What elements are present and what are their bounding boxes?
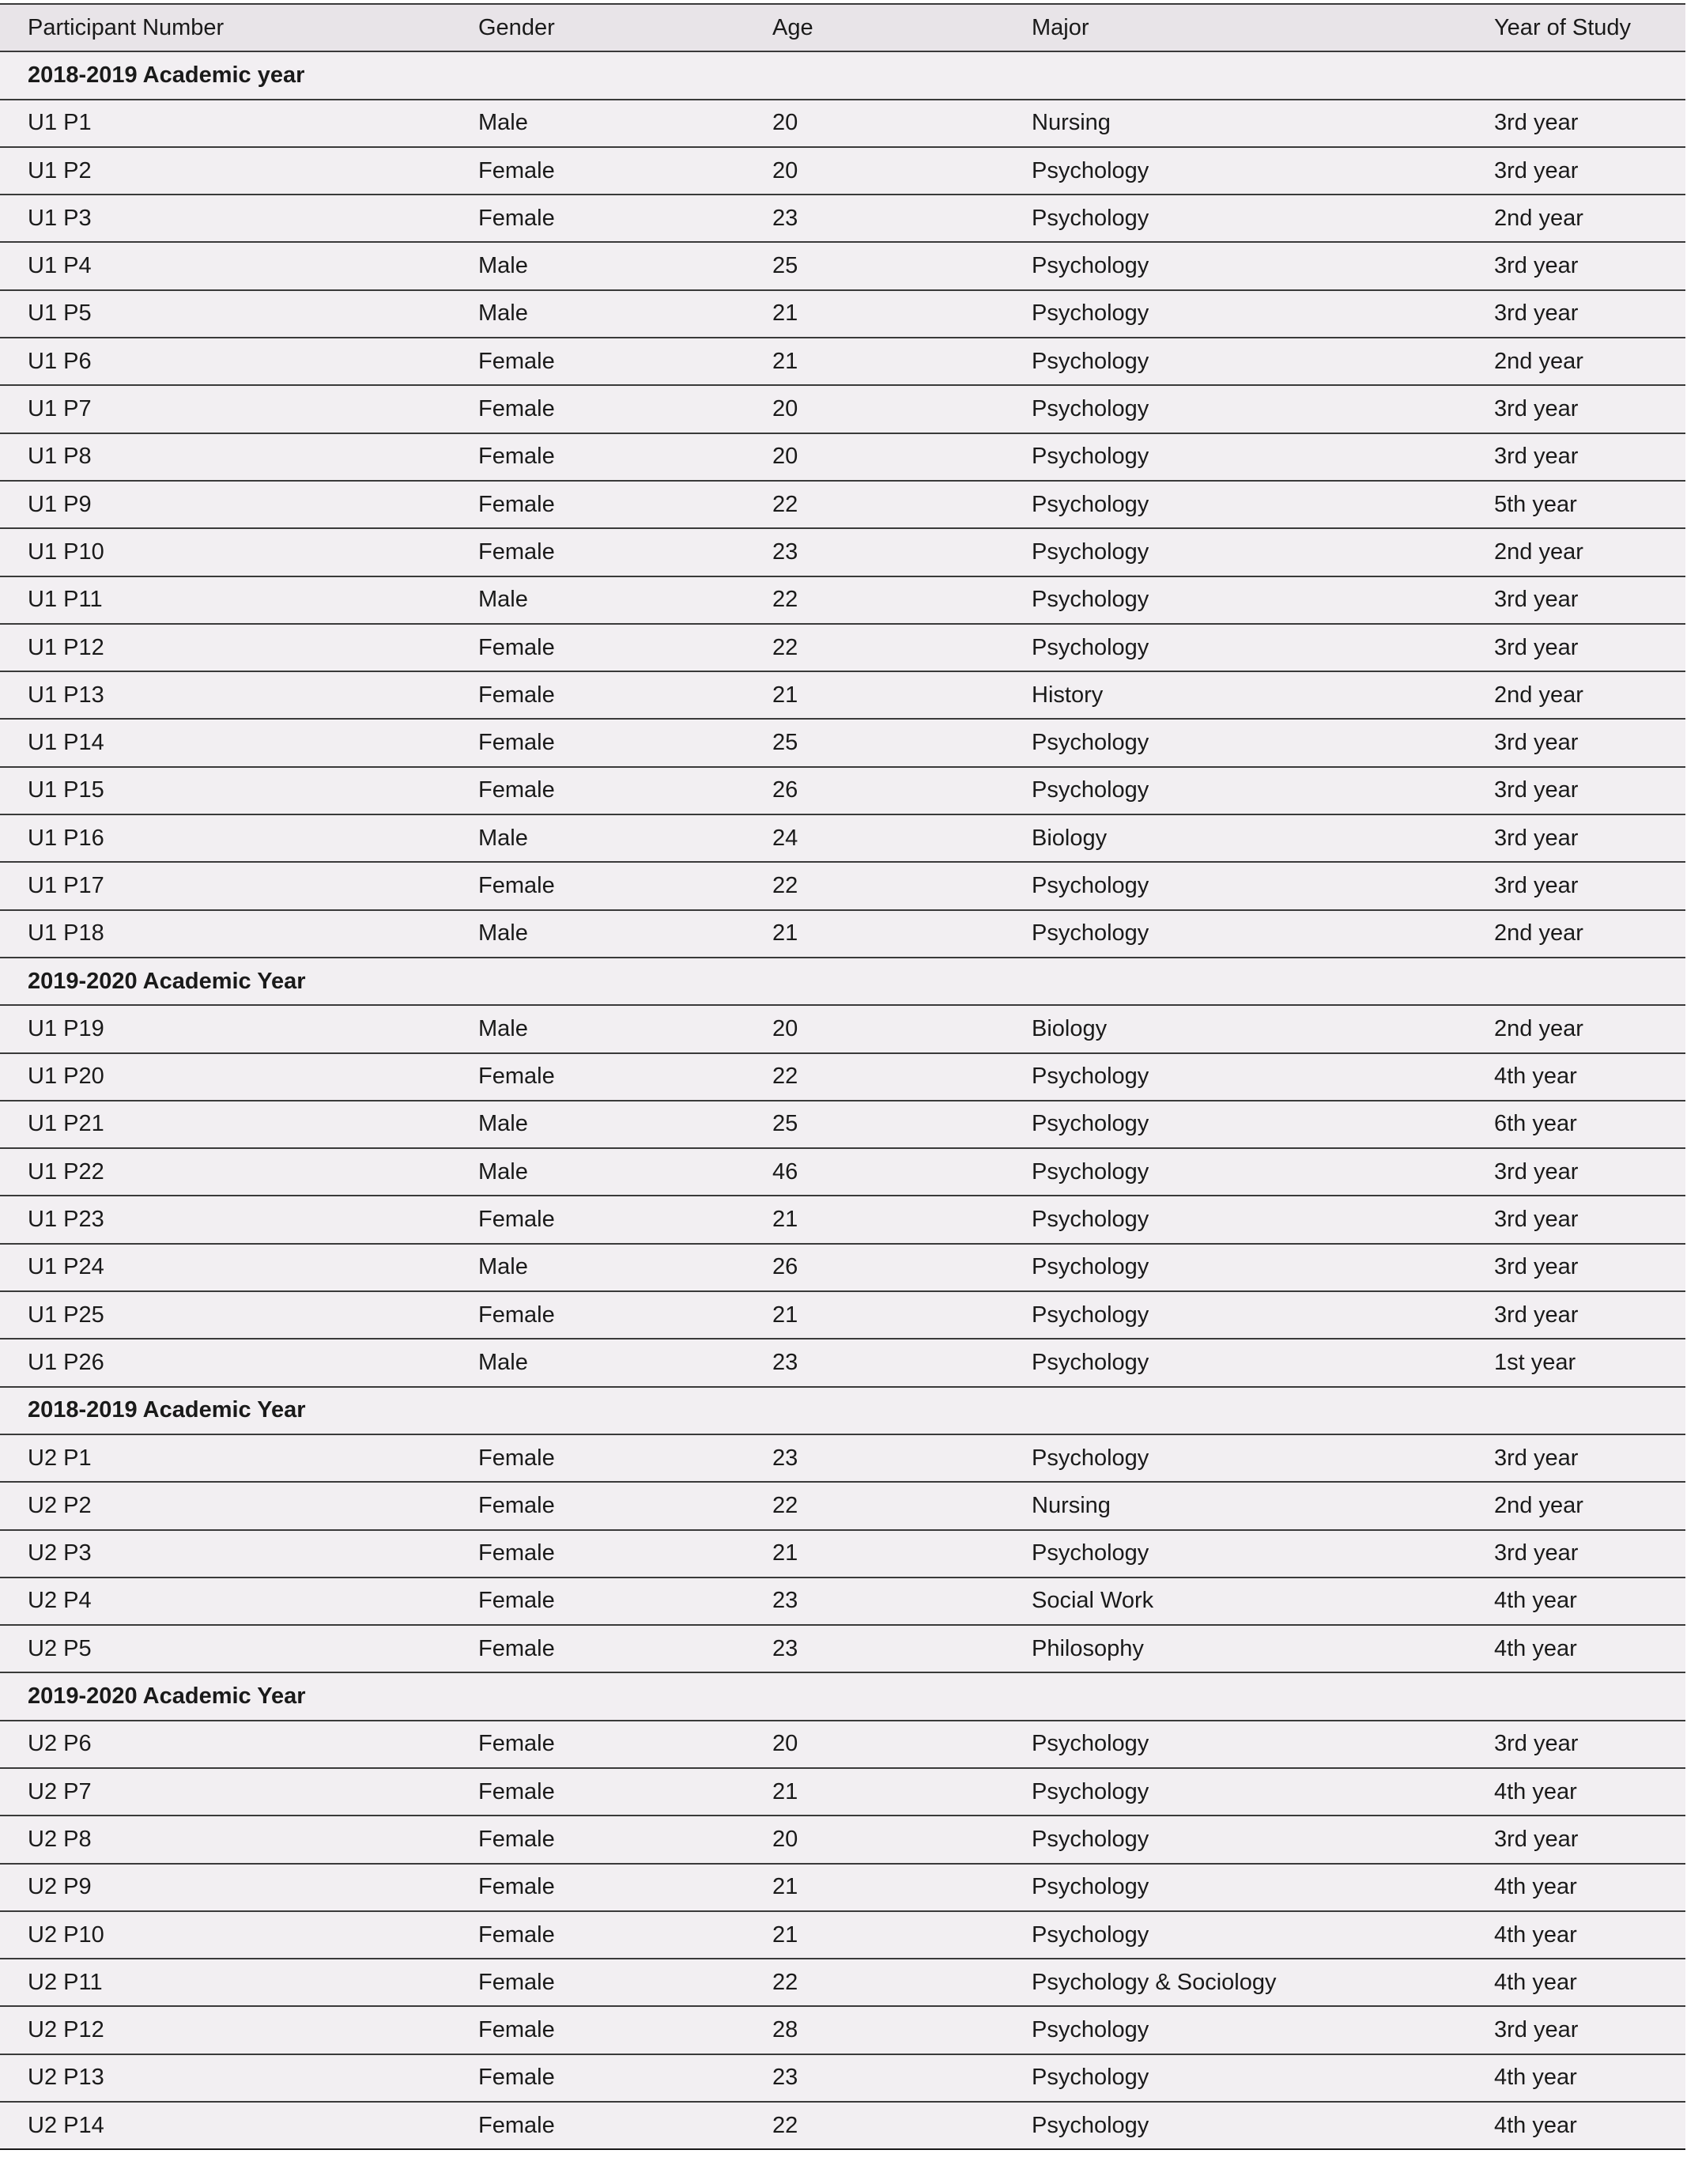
participant-number-cell: U1 P1 bbox=[0, 100, 451, 147]
age-cell: 25 bbox=[745, 719, 1004, 766]
participant-number-cell: U1 P19 bbox=[0, 1005, 451, 1052]
gender-cell: Female bbox=[451, 1816, 745, 1863]
table-row bbox=[0, 1148, 1685, 1196]
table-row bbox=[0, 1625, 1685, 1672]
participant-number-cell: U2 P5 bbox=[0, 1625, 451, 1672]
major-cell: History bbox=[1004, 671, 1466, 719]
section-label: 2019-2020 Academic Year bbox=[0, 1672, 1685, 1720]
participant-number-cell: U2 P6 bbox=[0, 1721, 451, 1768]
year-of-study-cell: 3rd year bbox=[1466, 1530, 1685, 1578]
age-cell: 21 bbox=[745, 1291, 1004, 1339]
age-cell: 21 bbox=[745, 290, 1004, 338]
participant-table-container bbox=[0, 3, 1685, 2150]
gender-cell: Male bbox=[451, 242, 745, 289]
section-label: 2019-2020 Academic Year bbox=[0, 958, 1685, 1005]
year-of-study-cell: 3rd year bbox=[1466, 100, 1685, 147]
major-cell: Social Work bbox=[1004, 1578, 1466, 1625]
age-cell: 22 bbox=[745, 862, 1004, 909]
table-row bbox=[0, 1911, 1685, 1959]
participant-number-cell: U1 P9 bbox=[0, 481, 451, 528]
gender-cell: Female bbox=[451, 481, 745, 528]
year-of-study-cell: 2nd year bbox=[1466, 528, 1685, 576]
gender-cell: Male bbox=[451, 814, 745, 862]
participant-number-cell: U1 P8 bbox=[0, 433, 451, 481]
major-cell: Psychology bbox=[1004, 1101, 1466, 1148]
gender-cell: Female bbox=[451, 385, 745, 433]
gender-cell: Female bbox=[451, 624, 745, 671]
year-of-study-cell: 3rd year bbox=[1466, 1816, 1685, 1863]
gender-cell: Female bbox=[451, 2054, 745, 2102]
gender-cell: Female bbox=[451, 147, 745, 195]
participant-number-cell: U1 P13 bbox=[0, 671, 451, 719]
section-row bbox=[0, 958, 1685, 1005]
table-row bbox=[0, 576, 1685, 624]
header-gender: Gender bbox=[451, 4, 745, 51]
table-row bbox=[0, 719, 1685, 766]
age-cell: 25 bbox=[745, 242, 1004, 289]
table-row bbox=[0, 100, 1685, 147]
year-of-study-cell: 3rd year bbox=[1466, 1434, 1685, 1482]
gender-cell: Male bbox=[451, 1101, 745, 1148]
table-row bbox=[0, 2006, 1685, 2054]
participant-number-cell: U1 P6 bbox=[0, 338, 451, 385]
gender-cell: Female bbox=[451, 338, 745, 385]
participant-number-cell: U1 P17 bbox=[0, 862, 451, 909]
age-cell: 22 bbox=[745, 1959, 1004, 2006]
major-cell: Psychology bbox=[1004, 910, 1466, 958]
gender-cell: Female bbox=[451, 671, 745, 719]
table-row bbox=[0, 1101, 1685, 1148]
gender-cell: Female bbox=[451, 1911, 745, 1959]
age-cell: 21 bbox=[745, 338, 1004, 385]
table-row bbox=[0, 1005, 1685, 1052]
gender-cell: Female bbox=[451, 1625, 745, 1672]
year-of-study-cell: 4th year bbox=[1466, 1911, 1685, 1959]
age-cell: 23 bbox=[745, 2054, 1004, 2102]
year-of-study-cell: 4th year bbox=[1466, 1625, 1685, 1672]
header-major: Major bbox=[1004, 4, 1466, 51]
gender-cell: Female bbox=[451, 2102, 745, 2149]
year-of-study-cell: 2nd year bbox=[1466, 671, 1685, 719]
major-cell: Psychology bbox=[1004, 719, 1466, 766]
age-cell: 21 bbox=[745, 1768, 1004, 1816]
major-cell: Psychology bbox=[1004, 242, 1466, 289]
major-cell: Nursing bbox=[1004, 1482, 1466, 1529]
participant-number-cell: U1 P18 bbox=[0, 910, 451, 958]
participant-number-cell: U1 P14 bbox=[0, 719, 451, 766]
gender-cell: Male bbox=[451, 1244, 745, 1291]
gender-cell: Female bbox=[451, 1530, 745, 1578]
table-row bbox=[0, 385, 1685, 433]
table-row bbox=[0, 1530, 1685, 1578]
year-of-study-cell: 2nd year bbox=[1466, 338, 1685, 385]
age-cell: 26 bbox=[745, 767, 1004, 814]
participant-number-cell: U2 P14 bbox=[0, 2102, 451, 2149]
participant-number-cell: U2 P2 bbox=[0, 1482, 451, 1529]
gender-cell: Female bbox=[451, 195, 745, 242]
age-cell: 21 bbox=[745, 1530, 1004, 1578]
major-cell: Psychology bbox=[1004, 1244, 1466, 1291]
year-of-study-cell: 2nd year bbox=[1466, 1005, 1685, 1052]
participant-number-cell: U1 P23 bbox=[0, 1196, 451, 1243]
major-cell: Psychology bbox=[1004, 528, 1466, 576]
participant-number-cell: U2 P1 bbox=[0, 1434, 451, 1482]
age-cell: 20 bbox=[745, 1005, 1004, 1052]
major-cell: Psychology bbox=[1004, 1816, 1466, 1863]
table-row bbox=[0, 195, 1685, 242]
section-row bbox=[0, 51, 1685, 99]
gender-cell: Male bbox=[451, 290, 745, 338]
age-cell: 46 bbox=[745, 1148, 1004, 1196]
participant-table bbox=[0, 3, 1685, 2150]
year-of-study-cell: 2nd year bbox=[1466, 1482, 1685, 1529]
gender-cell: Female bbox=[451, 1434, 745, 1482]
age-cell: 20 bbox=[745, 1816, 1004, 1863]
age-cell: 20 bbox=[745, 100, 1004, 147]
header-age: Age bbox=[745, 4, 1004, 51]
year-of-study-cell: 3rd year bbox=[1466, 385, 1685, 433]
gender-cell: Female bbox=[451, 1768, 745, 1816]
year-of-study-cell: 1st year bbox=[1466, 1339, 1685, 1386]
table-row bbox=[0, 338, 1685, 385]
year-of-study-cell: 4th year bbox=[1466, 1768, 1685, 1816]
age-cell: 21 bbox=[745, 671, 1004, 719]
year-of-study-cell: 2nd year bbox=[1466, 910, 1685, 958]
age-cell: 23 bbox=[745, 1625, 1004, 1672]
major-cell: Psychology bbox=[1004, 195, 1466, 242]
participant-number-cell: U2 P10 bbox=[0, 1911, 451, 1959]
age-cell: 22 bbox=[745, 576, 1004, 624]
age-cell: 20 bbox=[745, 1721, 1004, 1768]
table-row bbox=[0, 147, 1685, 195]
gender-cell: Female bbox=[451, 1864, 745, 1911]
header-year-of-study: Year of Study bbox=[1466, 4, 1685, 51]
age-cell: 22 bbox=[745, 1053, 1004, 1101]
age-cell: 22 bbox=[745, 481, 1004, 528]
table-row bbox=[0, 862, 1685, 909]
participant-number-cell: U2 P11 bbox=[0, 1959, 451, 2006]
gender-cell: Female bbox=[451, 719, 745, 766]
section-row bbox=[0, 1387, 1685, 1434]
table-row bbox=[0, 767, 1685, 814]
gender-cell: Female bbox=[451, 2006, 745, 2054]
section-label: 2018-2019 Academic year bbox=[0, 51, 1685, 99]
table-row bbox=[0, 1578, 1685, 1625]
age-cell: 24 bbox=[745, 814, 1004, 862]
participant-number-cell: U1 P24 bbox=[0, 1244, 451, 1291]
participant-number-cell: U2 P7 bbox=[0, 1768, 451, 1816]
major-cell: Nursing bbox=[1004, 100, 1466, 147]
table-row bbox=[0, 433, 1685, 481]
participant-number-cell: U1 P25 bbox=[0, 1291, 451, 1339]
participant-number-cell: U1 P21 bbox=[0, 1101, 451, 1148]
year-of-study-cell: 4th year bbox=[1466, 1959, 1685, 2006]
table-row bbox=[0, 624, 1685, 671]
major-cell: Psychology bbox=[1004, 1530, 1466, 1578]
gender-cell: Female bbox=[451, 1721, 745, 1768]
year-of-study-cell: 3rd year bbox=[1466, 2006, 1685, 2054]
major-cell: Psychology bbox=[1004, 862, 1466, 909]
participant-number-cell: U1 P2 bbox=[0, 147, 451, 195]
gender-cell: Female bbox=[451, 1959, 745, 2006]
participant-number-cell: U1 P7 bbox=[0, 385, 451, 433]
gender-cell: Female bbox=[451, 1196, 745, 1243]
age-cell: 20 bbox=[745, 433, 1004, 481]
age-cell: 21 bbox=[745, 1864, 1004, 1911]
table-row bbox=[0, 1291, 1685, 1339]
major-cell: Psychology bbox=[1004, 338, 1466, 385]
table-row bbox=[0, 2102, 1685, 2149]
header-row bbox=[0, 4, 1685, 51]
gender-cell: Female bbox=[451, 1291, 745, 1339]
age-cell: 21 bbox=[745, 1911, 1004, 1959]
table-row bbox=[0, 242, 1685, 289]
table-row bbox=[0, 1482, 1685, 1529]
participant-number-cell: U1 P11 bbox=[0, 576, 451, 624]
gender-cell: Male bbox=[451, 1339, 745, 1386]
age-cell: 23 bbox=[745, 528, 1004, 576]
major-cell: Psychology bbox=[1004, 2102, 1466, 2149]
major-cell: Biology bbox=[1004, 1005, 1466, 1052]
major-cell: Psychology bbox=[1004, 1291, 1466, 1339]
gender-cell: Male bbox=[451, 100, 745, 147]
age-cell: 23 bbox=[745, 1578, 1004, 1625]
major-cell: Psychology bbox=[1004, 1196, 1466, 1243]
year-of-study-cell: 3rd year bbox=[1466, 242, 1685, 289]
major-cell: Biology bbox=[1004, 814, 1466, 862]
year-of-study-cell: 3rd year bbox=[1466, 719, 1685, 766]
gender-cell: Female bbox=[451, 433, 745, 481]
table-row bbox=[0, 910, 1685, 958]
participant-number-cell: U1 P20 bbox=[0, 1053, 451, 1101]
gender-cell: Male bbox=[451, 1148, 745, 1196]
age-cell: 22 bbox=[745, 1482, 1004, 1529]
major-cell: Psychology bbox=[1004, 1148, 1466, 1196]
major-cell: Psychology bbox=[1004, 1434, 1466, 1482]
year-of-study-cell: 3rd year bbox=[1466, 290, 1685, 338]
year-of-study-cell: 3rd year bbox=[1466, 1721, 1685, 1768]
year-of-study-cell: 3rd year bbox=[1466, 1148, 1685, 1196]
section-row bbox=[0, 1672, 1685, 1720]
age-cell: 23 bbox=[745, 195, 1004, 242]
gender-cell: Female bbox=[451, 1053, 745, 1101]
age-cell: 22 bbox=[745, 624, 1004, 671]
gender-cell: Male bbox=[451, 910, 745, 958]
gender-cell: Female bbox=[451, 528, 745, 576]
table-row bbox=[0, 814, 1685, 862]
participant-number-cell: U2 P4 bbox=[0, 1578, 451, 1625]
participant-number-cell: U2 P13 bbox=[0, 2054, 451, 2102]
table-row bbox=[0, 1959, 1685, 2006]
year-of-study-cell: 4th year bbox=[1466, 1578, 1685, 1625]
table-row bbox=[0, 528, 1685, 576]
age-cell: 26 bbox=[745, 1244, 1004, 1291]
year-of-study-cell: 3rd year bbox=[1466, 433, 1685, 481]
major-cell: Psychology bbox=[1004, 1053, 1466, 1101]
major-cell: Psychology bbox=[1004, 481, 1466, 528]
table-row bbox=[0, 1816, 1685, 1863]
table-row bbox=[0, 290, 1685, 338]
age-cell: 20 bbox=[745, 385, 1004, 433]
participant-number-cell: U1 P12 bbox=[0, 624, 451, 671]
year-of-study-cell: 4th year bbox=[1466, 1053, 1685, 1101]
major-cell: Psychology bbox=[1004, 576, 1466, 624]
participant-number-cell: U1 P15 bbox=[0, 767, 451, 814]
year-of-study-cell: 3rd year bbox=[1466, 814, 1685, 862]
major-cell: Psychology bbox=[1004, 385, 1466, 433]
year-of-study-cell: 6th year bbox=[1466, 1101, 1685, 1148]
age-cell: 21 bbox=[745, 1196, 1004, 1243]
table-row bbox=[0, 1053, 1685, 1101]
year-of-study-cell: 3rd year bbox=[1466, 1244, 1685, 1291]
table-header bbox=[0, 4, 1685, 51]
gender-cell: Female bbox=[451, 862, 745, 909]
major-cell: Psychology bbox=[1004, 1339, 1466, 1386]
participant-number-cell: U1 P10 bbox=[0, 528, 451, 576]
gender-cell: Male bbox=[451, 1005, 745, 1052]
year-of-study-cell: 4th year bbox=[1466, 1864, 1685, 1911]
age-cell: 23 bbox=[745, 1434, 1004, 1482]
participant-number-cell: U1 P22 bbox=[0, 1148, 451, 1196]
participant-number-cell: U1 P4 bbox=[0, 242, 451, 289]
table-row bbox=[0, 1721, 1685, 1768]
major-cell: Psychology bbox=[1004, 767, 1466, 814]
gender-cell: Female bbox=[451, 1578, 745, 1625]
year-of-study-cell: 2nd year bbox=[1466, 195, 1685, 242]
participant-number-cell: U1 P16 bbox=[0, 814, 451, 862]
gender-cell: Female bbox=[451, 767, 745, 814]
table-row bbox=[0, 2054, 1685, 2102]
table-row bbox=[0, 671, 1685, 719]
participant-number-cell: U1 P5 bbox=[0, 290, 451, 338]
age-cell: 22 bbox=[745, 2102, 1004, 2149]
year-of-study-cell: 3rd year bbox=[1466, 1196, 1685, 1243]
table-row bbox=[0, 1864, 1685, 1911]
table-body bbox=[0, 51, 1685, 2149]
year-of-study-cell: 4th year bbox=[1466, 2054, 1685, 2102]
year-of-study-cell: 3rd year bbox=[1466, 862, 1685, 909]
major-cell: Psychology bbox=[1004, 1864, 1466, 1911]
major-cell: Psychology bbox=[1004, 624, 1466, 671]
major-cell: Psychology bbox=[1004, 1721, 1466, 1768]
participant-number-cell: U2 P12 bbox=[0, 2006, 451, 2054]
gender-cell: Female bbox=[451, 1482, 745, 1529]
age-cell: 25 bbox=[745, 1101, 1004, 1148]
table-row bbox=[0, 1768, 1685, 1816]
participant-number-cell: U2 P9 bbox=[0, 1864, 451, 1911]
major-cell: Psychology bbox=[1004, 2006, 1466, 2054]
major-cell: Psychology bbox=[1004, 433, 1466, 481]
year-of-study-cell: 4th year bbox=[1466, 2102, 1685, 2149]
major-cell: Psychology bbox=[1004, 2054, 1466, 2102]
participant-number-cell: U1 P3 bbox=[0, 195, 451, 242]
table-row bbox=[0, 1339, 1685, 1386]
participant-number-cell: U2 P3 bbox=[0, 1530, 451, 1578]
major-cell: Psychology bbox=[1004, 147, 1466, 195]
age-cell: 21 bbox=[745, 910, 1004, 958]
year-of-study-cell: 3rd year bbox=[1466, 147, 1685, 195]
year-of-study-cell: 3rd year bbox=[1466, 576, 1685, 624]
table-row bbox=[0, 481, 1685, 528]
participant-number-cell: U2 P8 bbox=[0, 1816, 451, 1863]
major-cell: Psychology & Sociology bbox=[1004, 1959, 1466, 2006]
year-of-study-cell: 3rd year bbox=[1466, 1291, 1685, 1339]
table-row bbox=[0, 1244, 1685, 1291]
major-cell: Psychology bbox=[1004, 1911, 1466, 1959]
age-cell: 23 bbox=[745, 1339, 1004, 1386]
header-participant-number: Participant Number bbox=[0, 4, 451, 51]
major-cell: Psychology bbox=[1004, 290, 1466, 338]
major-cell: Philosophy bbox=[1004, 1625, 1466, 1672]
year-of-study-cell: 3rd year bbox=[1466, 624, 1685, 671]
section-label: 2018-2019 Academic Year bbox=[0, 1387, 1685, 1434]
year-of-study-cell: 3rd year bbox=[1466, 767, 1685, 814]
age-cell: 28 bbox=[745, 2006, 1004, 2054]
age-cell: 20 bbox=[745, 147, 1004, 195]
year-of-study-cell: 5th year bbox=[1466, 481, 1685, 528]
major-cell: Psychology bbox=[1004, 1768, 1466, 1816]
participant-number-cell: U1 P26 bbox=[0, 1339, 451, 1386]
table-row bbox=[0, 1434, 1685, 1482]
gender-cell: Male bbox=[451, 576, 745, 624]
table-row bbox=[0, 1196, 1685, 1243]
